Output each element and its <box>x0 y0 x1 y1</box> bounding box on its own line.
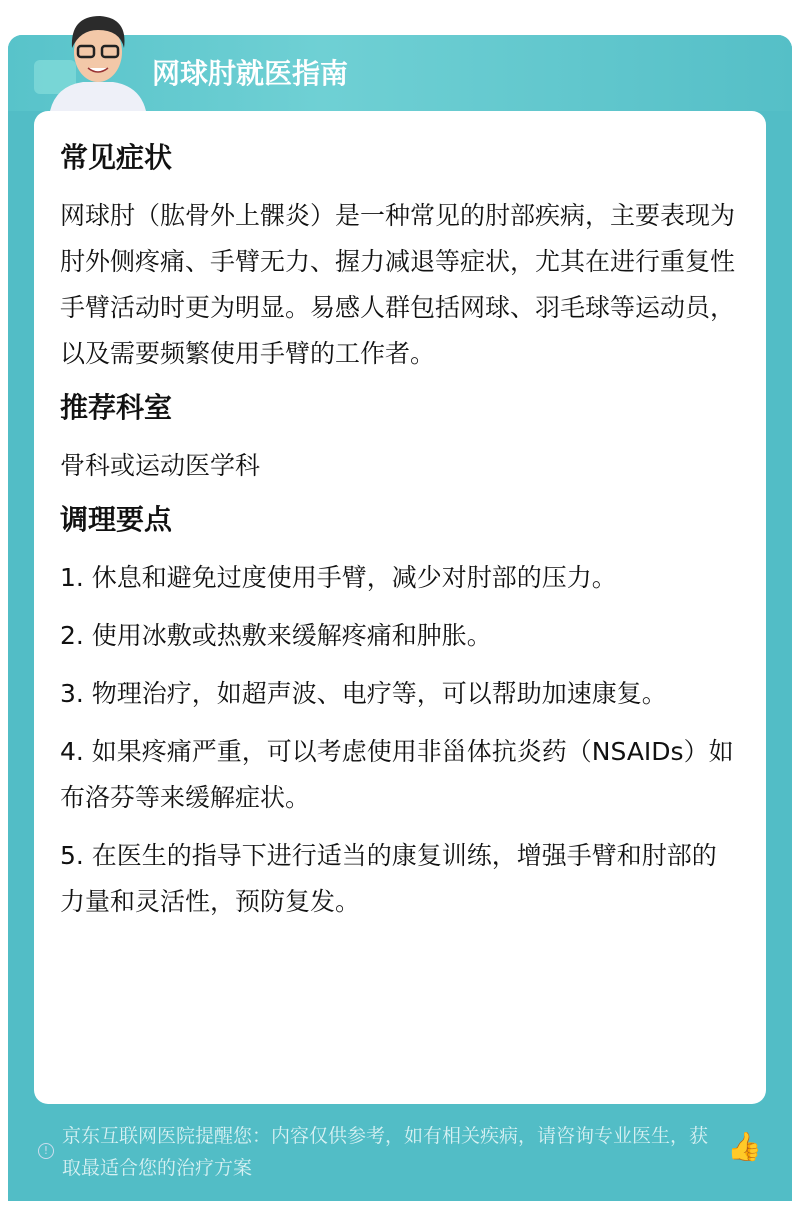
thumbs-up-icon[interactable]: 👍 <box>727 1130 762 1163</box>
list-item: 5. 在医生的指导下进行适当的康复训练，增强手臂和肘部的力量和灵活性，预防复发。 <box>60 841 717 916</box>
page-title: 网球肘就医指南 <box>152 57 349 90</box>
list-item: 1. 休息和避免过度使用手臂，减少对肘部的压力。 <box>60 563 617 592</box>
department-text: 骨科或运动医学科 <box>60 451 261 480</box>
doctor-avatar <box>48 8 148 111</box>
list-item: 2. 使用冰敷或热敷来缓解疼痛和肿胀。 <box>60 621 492 650</box>
list-item: 3. 物理治疗，如超声波、电疗等，可以帮助加速康复。 <box>60 679 667 708</box>
list-item: 4. 如果疼痛严重，可以考虑使用非甾体抗炎药（NSAIDs）如布洛芬等来缓解症状。 <box>60 737 734 812</box>
section-heading-department: 推荐科室 <box>60 391 173 424</box>
section-heading-care: 调理要点 <box>60 503 173 536</box>
symptoms-text: 网球肘（肱骨外上髁炎）是一种常见的肘部疾病，主要表现为肘外侧疼痛、手臂无力、握力减退等症状，尤其在进行重复性手臂活动时更为明显。易感人群包括网球、羽毛球等运动员，以及需要频繁使用手臂的工作者。 <box>60 201 736 368</box>
disclaimer: 京东互联网医院提醒您：内容仅供参考，如有相关疾病，请咨询专业医生，获取最适合您的治疗方案 <box>62 1125 709 1179</box>
content-card <box>34 111 766 1104</box>
info-icon: ! <box>38 1143 54 1159</box>
section-heading-symptoms: 常见症状 <box>60 141 173 174</box>
